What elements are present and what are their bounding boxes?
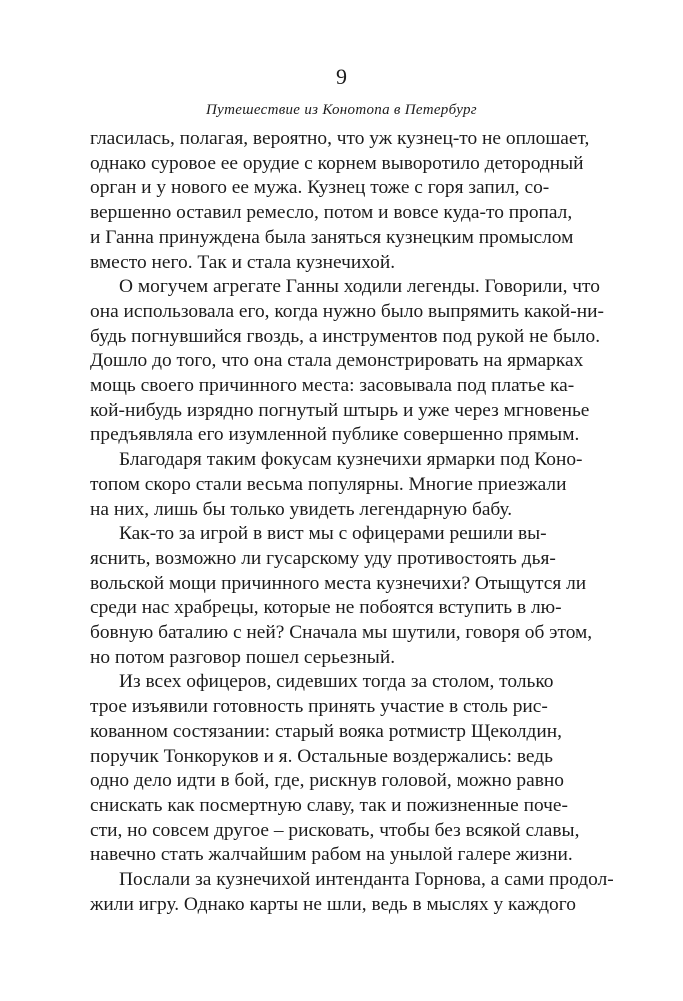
text-line: будь погнувшийся гвоздь, а инструментов под рукой не было. [90,325,601,347]
text-line: вместо него. Так и стала кузнечихой. [90,251,396,273]
text-line: бовную баталию с ней? Сначала мы шутили, говоря об этом, [90,622,593,644]
text-line: поручик Тонкоруков и я. Остальные воздержались: ведь [90,745,553,767]
text-line: на них, лишь бы только увидеть легендарную бабу. [90,498,513,520]
text-line: Как-то за игрой в вист мы с офицерами решили вы- [119,523,547,545]
text-line: сти, но совсем другое – рисковать, чтобы без всякой славы, [90,819,580,841]
text-line: но потом разговор пошел серьезный. [90,646,396,668]
running-title: Путешествие из Конотопа в Петербург [206,102,477,118]
paragraph [90,448,583,522]
text-line: одно дело идти в бой, где, рискнув головой, можно равно [90,770,564,792]
text-line: однако суровое ее орудие с корнем выворотило детородный [90,152,584,174]
text-line: орган и у нового ее мужа. Кузнец тоже с горя запил, со- [90,177,550,199]
text-line: Послали за кузнечихой интенданта Горнова, а сами продол- [119,869,614,891]
text-line: и Ганна принуждена была заняться кузнецким промыслом [90,226,574,248]
text-line: жили игру. Однако карты не шли, ведь в мыслях у каждого [90,893,576,915]
text-line: вершенно оставил ремесло, потом и вовсе куда-то пропал, [90,202,573,224]
text-line: кой-нибудь изрядно погнутый штырь и уже через мгновенье [90,399,590,421]
text-line: яснить, возможно ли гусарскому уду противостоять дья- [90,547,556,569]
text-line: предъявляла его изумленной публике совершенно прямым. [90,424,580,446]
text-line: Из всех офицеров, сидевших тогда за столом, только [119,671,554,693]
body-text [90,127,614,918]
text-line: вольской мощи причинного места кузнечихи? Отыщутся ли [90,572,587,594]
text-line: гласилась, полагая, вероятно, что уж кузнец-то не оплошает, [90,128,590,149]
paragraph [90,127,590,275]
text-line: Дошло до того, что она стала демонстрировать на ярмарках [90,350,584,372]
paragraph [90,868,614,917]
page-number: 9 [336,64,347,89]
text-line: кованном состязании: старый вояка ротмистр Щеколдин, [90,720,563,742]
paragraph [90,670,580,868]
text-line: среди нас храбрецы, которые не побоятся вступить в лю- [90,597,562,619]
text-line: навечно стать жалчайшим рабом на унылой галере жизни. [90,844,573,866]
text-line: Благодаря таким фокусам кузнечихи ярмарки под Коно- [119,449,583,471]
text-line: снискать как посмертную славу, так и пожизненные поче- [90,794,568,816]
text-line: О могучем агрегате Ганны ходили легенды. Говорили, что [119,276,600,298]
text-line: трое изъявили готовность принять участие в столь рис- [90,696,548,718]
paragraph [90,275,604,448]
text-line: топом скоро стали весьма популярны. Многие приезжали [90,473,567,495]
text-line: она использовала его, когда нужно было выпрямить какой-ни- [90,300,604,322]
text-line: мощь своего причинного места: засовывала под платье ка- [90,375,575,397]
paragraph [90,522,593,670]
